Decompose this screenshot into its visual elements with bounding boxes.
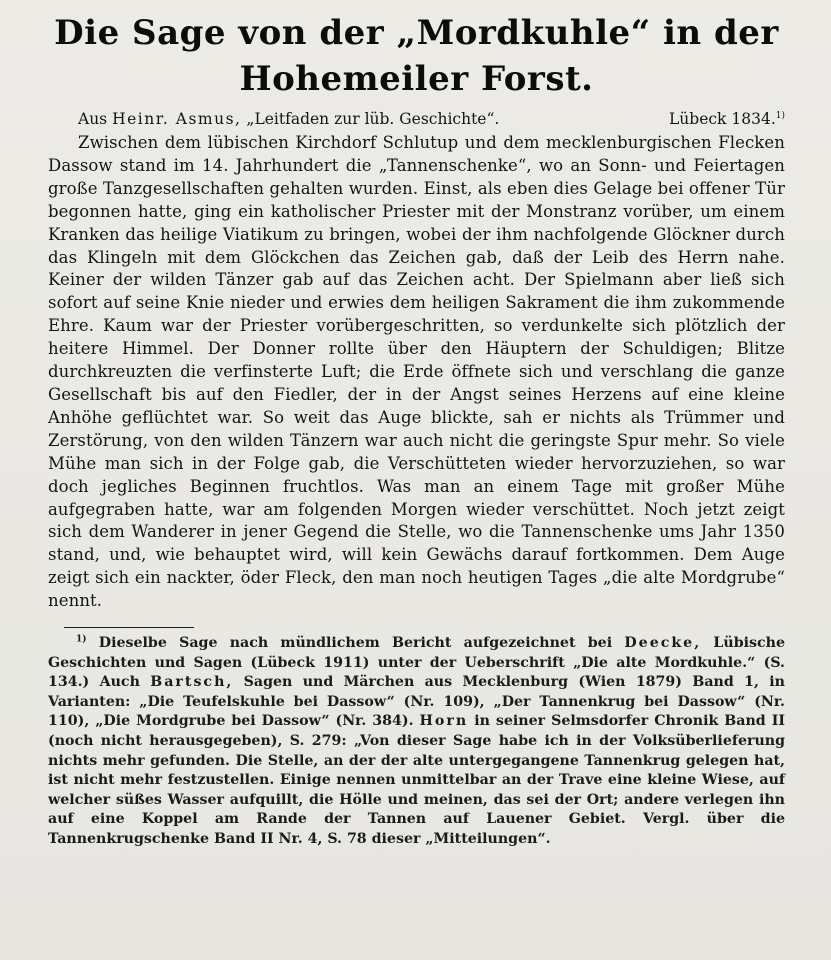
footnote-part-1: Dieselbe Sage nach mündlichem Bericht aufgezeichnet bei bbox=[98, 635, 613, 652]
source-citation bbox=[78, 108, 499, 130]
title-line-1: Die Sage von der „Mordkuhle“ in der bbox=[54, 13, 779, 53]
footnote-name-horn: Horn bbox=[419, 713, 469, 730]
source-footnote-mark: 1) bbox=[775, 110, 785, 121]
main-text: Zwischen dem lübischen Kirchdorf Schlutup und dem mecklenburgischen Flecken Dassow stand im 14. Jahrhundert die „Tannenschenke“, wo an Sonn- und Feiertagen große Tanzgesellschaften gehalten wurden. Einst, als eben dies Gelage bei offener Tür begonnen hatte, ging ein katholischer Priester mit der Monstranz vorüber, um einem Kranken das heilige Viatikum zu bringen, wobei der ihm nachfolgende Glöckner durch das Klingeln mit dem Glöckchen das Zeichen gab, daß der Leib des Herrn nahe. Keiner der wilden Tänzer gab auf das Zeichen acht. Der Spielmann aber ließ sich sofort auf seine Knie nieder und erwies dem heiligen Sakrament die ihm zukommende Ehre. Kaum war der Priester vorübergeschritten, so verdunkelte sich plötzlich der heitere Himmel. Der Donner rollte über den Häuptern der Schuldigen; Blitze durchkreuzten die verfinsterte Luft; die Erde öffnete sich und verschlang die ganze Gesellschaft bis auf den Fiedler, der in der Angst seines Herzens auf eine kleine Anhöhe geflüchtet war. So weit das Auge blickte, sah er nichts als Trümmer und Zerstörung, von den wilden Tänzern war auch nicht die geringste Spur mehr. So viele Mühe man sich in der Folge gab, die Verschütteten wieder hervorzuziehen, so war doch jegliches Beginnen fruchtlos. Was man an einem Tage mit großer Mühe aufgegraben hatte, war am folgenden Morgen wieder verschüttet. Noch jetzt zeigt sich dem Wanderer in jener Gegend die Stelle, wo die Tannenschenke ums Jahr 1350 stand, und, wie behauptet wird, will kein Gewächs darauf fortkommen. Dem Auge zeigt sich ein nackter, öder Fleck, den man noch heutigen Tages „die alte Mordgrube“ nennt. bbox=[48, 133, 785, 611]
footnote-name-bartsch: Bartsch, bbox=[150, 674, 234, 691]
title-line-2: Hohemeiler Forst. bbox=[239, 59, 594, 99]
footnote-mark: 1) bbox=[76, 634, 87, 645]
footnote-part-2: Lübische Geschichten und Sagen (Lübeck 1911) unter der Ueberschrift „Die alte Mordkuhle.“ (S. 134.) Auch bbox=[48, 635, 785, 691]
footnote bbox=[48, 634, 785, 850]
source-author: Heinr. Asmus, bbox=[112, 110, 242, 128]
source-prefix: Aus bbox=[78, 110, 108, 128]
footnote-name-deecke: Deecke, bbox=[624, 635, 702, 652]
page-title bbox=[48, 10, 785, 102]
footnote-divider bbox=[64, 627, 194, 628]
footnote-part-3: Sagen und Märchen aus Mecklenburg (Wien 1879) Band 1, in Varianten: „Die Teufelskuhle bei Dassow“ (Nr. 109), „Der Tannenkrug bei Dassow“ (Nr. 110), „Die Mordgrube bei Dassow“ (Nr. 384). bbox=[48, 674, 785, 730]
source-line bbox=[48, 108, 785, 130]
footnote-part-4: in seiner Selmsdorfer Chronik Band II (noch nicht herausgegeben), S. 279: „Von dieser Sage habe ich in der Volksüberlieferung nichts mehr gefunden. Die Stelle, an der der alte untergegangene Tannenkrug gelegen hat, ist nicht mehr festzustellen. Einige nennen unmittelbar an der Trave eine kleine Wiese, auf welcher süßes Wasser aufquillt, die Hölle und meinen, das sei der Ort; andere verlegen ihn auf eine Koppel am Rande der Tannen auf Lauener Gebiet. Vergl. über die Tannenkrugschenke Band II Nr. 4, S. 78 dieser „Mitteilungen“. bbox=[48, 713, 785, 847]
source-place-year: Lübeck 1834. bbox=[669, 110, 776, 128]
source-date bbox=[669, 108, 785, 130]
source-work: „Leitfaden zur lüb. Geschichte“. bbox=[246, 110, 500, 128]
